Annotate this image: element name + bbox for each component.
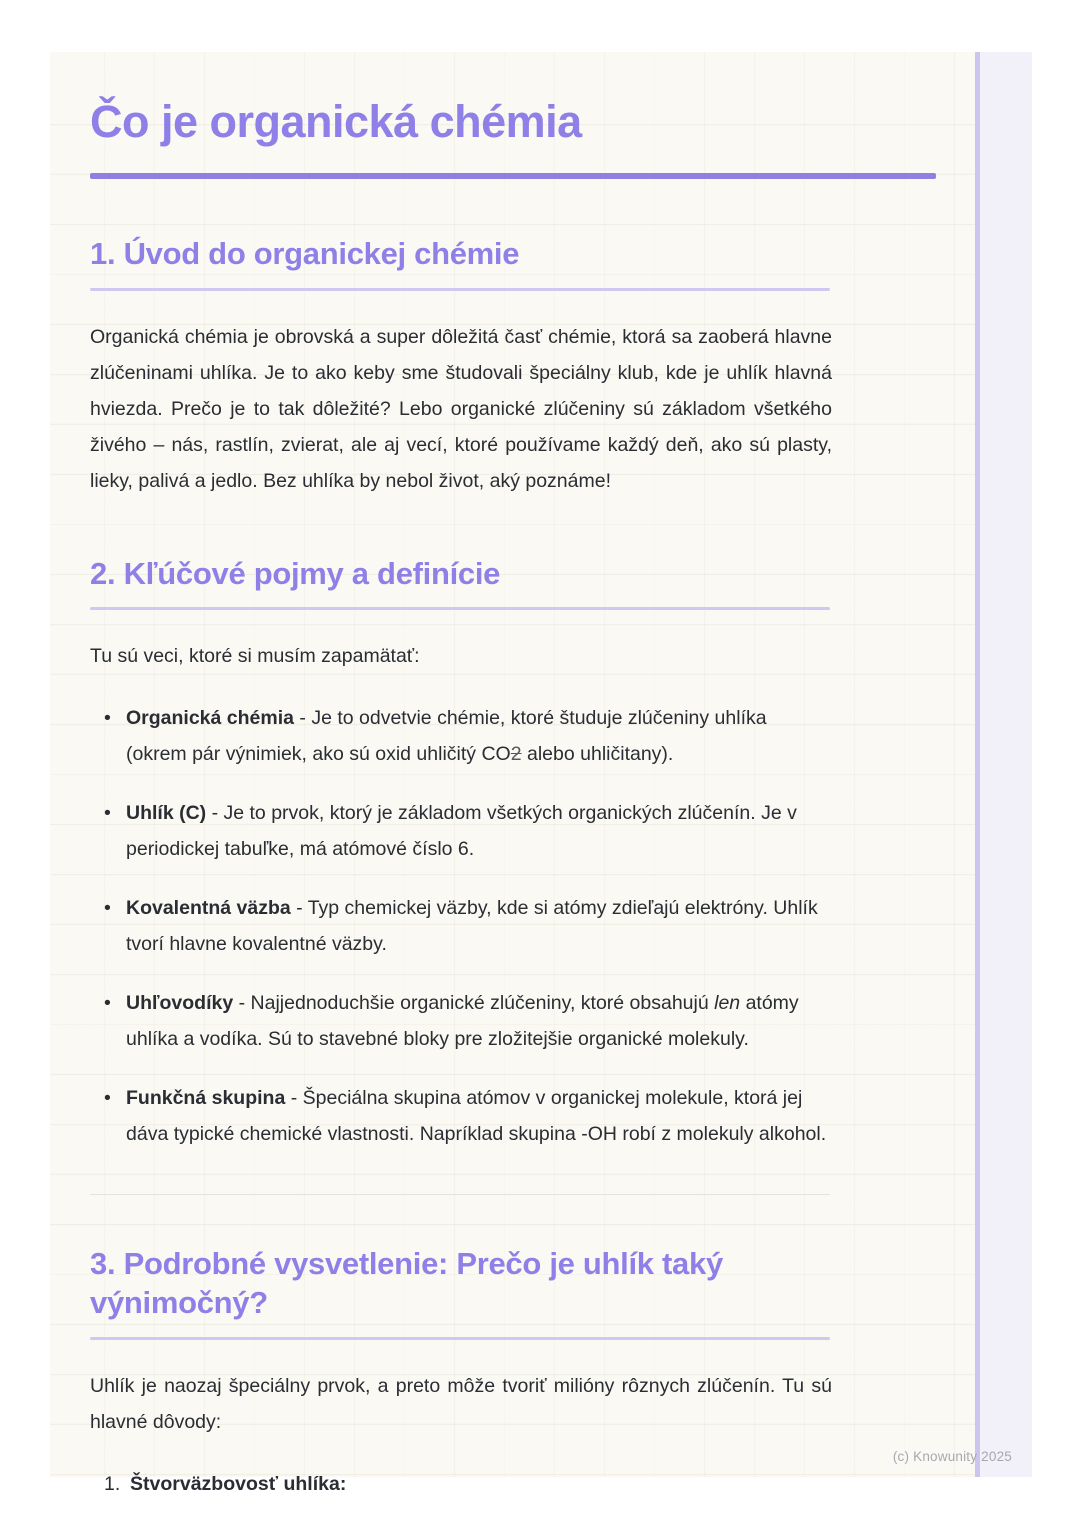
list-number: 1. bbox=[104, 1472, 121, 1495]
list-item bbox=[104, 985, 832, 1057]
title-underline bbox=[90, 173, 936, 179]
section-2-heading: 2. Kľúčové pojmy a definície bbox=[90, 555, 501, 591]
list-item-text: Kovalentná väzba - Typ chemickej väzby, kde si atómy zdieľajú elektróny. Uhlík tvorí hlavne kovalentné väzby. bbox=[126, 897, 818, 956]
reasons-list bbox=[90, 1466, 832, 1502]
page-margin-strip bbox=[975, 52, 1032, 1477]
document-page bbox=[50, 52, 1032, 1495]
bullet-icon: • bbox=[104, 992, 111, 1015]
key-terms-list bbox=[90, 700, 832, 1152]
list-item bbox=[104, 1466, 832, 1502]
section-3-heading: 3. Podrobné vysvetlenie: Prečo je uhlík taký výnimočný? bbox=[90, 1246, 723, 1320]
document-content bbox=[90, 52, 936, 1502]
list-item-text: Funkčná skupina - Špeciálna skupina atómov v organickej molekule, ktorá jej dáva typické chemické vlastnosti. Napríklad skupina -OH robí z molekuly alkohol. bbox=[126, 1087, 827, 1146]
bullet-icon: • bbox=[104, 897, 111, 920]
section-vysvetlenie bbox=[90, 1245, 936, 1502]
section-3-underline bbox=[90, 1337, 830, 1340]
section-3-paragraph: Uhlík je naozaj špeciálny prvok, a preto môže tvoriť milióny rôznych zlúčenín. Tu sú hlavné dôvody: bbox=[90, 1374, 832, 1433]
section-1-heading: 1. Úvod do organickej chémie bbox=[90, 235, 520, 271]
list-item-text: Organická chémia - Je to odvetvie chémie, ktoré študuje zlúčeniny uhlíka (okrem pár výnimiek, ako sú oxid uhličitý CO2 alebo uhličitany). bbox=[126, 707, 767, 766]
copyright-note: (c) Knowunity 2025 bbox=[892, 1449, 1012, 1464]
list-item bbox=[104, 795, 832, 867]
list-item bbox=[104, 1080, 832, 1152]
section-pojmy bbox=[90, 555, 936, 1153]
section-divider bbox=[90, 1194, 830, 1195]
bullet-icon: • bbox=[104, 802, 111, 825]
list-item-text: Uhlík (C) - Je to prvok, ktorý je základom všetkých organických zlúčenín. Je v periodickej tabuľke, má atómové číslo 6. bbox=[126, 802, 797, 861]
section-uvod bbox=[90, 235, 936, 499]
list-item-text: Uhľovodíky - Najjednoduchšie organické zlúčeniny, ktoré obsahujú len atómy uhlíka a vodíka. Sú to stavebné bloky pre zložitejšie organické molekuly. bbox=[126, 992, 799, 1051]
page-title: Čo je organická chémia bbox=[90, 96, 582, 147]
section-2-intro: Tu sú veci, ktoré si musím zapamätať: bbox=[90, 645, 420, 668]
section-1-underline bbox=[90, 288, 830, 291]
section-2-underline bbox=[90, 607, 830, 610]
section-1-paragraph: Organická chémia je obrovská a super dôležitá časť chémie, ktorá sa zaoberá hlavne zlúčeninami uhlíka. Je to ako keby sme študovali špeciálny klub, kde je uhlík hlavná hviezda. Prečo je to tak dôležité? Lebo organické zlúčeniny sú základom všetkého živého – nás, rastlín, zvierat, ale aj vecí, ktoré používame každý deň, ako sú plasty, lieky, palivá a jedlo. Bez uhlíka by nebol život, aký poznáme! bbox=[90, 325, 832, 492]
list-item bbox=[104, 700, 832, 772]
list-item-text: Štvorväzbovosť uhlíka: bbox=[130, 1472, 347, 1495]
bullet-icon: • bbox=[104, 707, 111, 730]
bullet-icon: • bbox=[104, 1087, 111, 1110]
list-item bbox=[104, 890, 832, 962]
